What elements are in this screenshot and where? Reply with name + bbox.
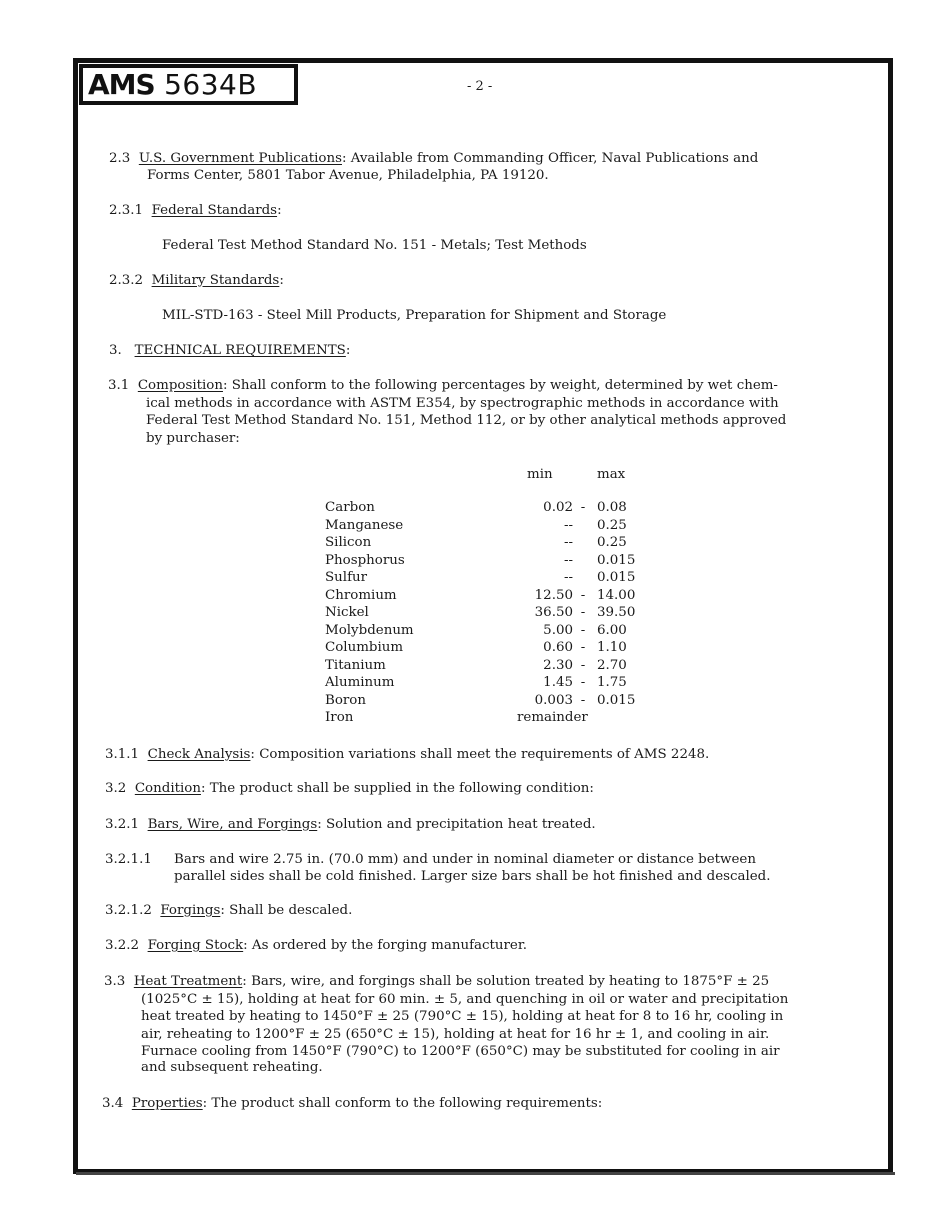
section-3-3-line5: Furnace cooling from 1450°F (790°C) to 1200°F (650°C) may be substituted for cooling in air xyxy=(141,1044,780,1059)
section-title: Bars, Wire, and Forgings xyxy=(147,817,318,832)
min-value: 2.30 xyxy=(543,657,573,673)
section-number: 3.3 xyxy=(104,974,126,989)
element-name: Silicon xyxy=(325,535,372,550)
section-3-2-1-2 xyxy=(105,902,352,919)
spec-prefix: AMS xyxy=(88,68,155,101)
max-value: 0.25 xyxy=(597,535,627,550)
section-number: 3.2.1.2 xyxy=(105,903,152,918)
section-number: 3.2 xyxy=(105,781,127,796)
element-name: Phosphorus xyxy=(325,552,405,568)
section-text: : Shall be descaled. xyxy=(220,903,353,918)
min-value: 0.003 xyxy=(534,692,573,708)
element-name: Manganese xyxy=(325,517,404,533)
section-number: 3.2.2 xyxy=(105,938,140,953)
max-value: 0.015 xyxy=(597,692,636,708)
element-name: Columbium xyxy=(325,640,404,655)
section-title: Forgings xyxy=(160,903,221,918)
element-name: Aluminum xyxy=(325,675,395,690)
remainder-value: remainder xyxy=(517,710,588,725)
section-3-1-line4: by purchaser: xyxy=(146,431,240,446)
section-3-2-2 xyxy=(105,937,527,954)
section-title: Military Standards xyxy=(151,273,280,288)
range-dash: - xyxy=(580,675,586,690)
min-value: -- xyxy=(563,535,573,550)
section-title: Federal Standards xyxy=(151,203,278,218)
section-3-2-1-1-number: 3.2.1.1 xyxy=(105,852,152,867)
section-number: 2.3.2 xyxy=(109,273,144,288)
section-3-4 xyxy=(102,1095,602,1112)
min-value: 36.50 xyxy=(534,605,573,620)
section-text: : Shall conform to the following percentages by weight, determined by wet chem- xyxy=(222,378,778,393)
min-value: 0.02 xyxy=(543,500,573,515)
section-text: : Composition variations shall meet the requirements of AMS 2248. xyxy=(250,747,710,762)
composition-table xyxy=(325,466,685,736)
section-title: U.S. Government Publications xyxy=(138,151,342,166)
section-number: 3. xyxy=(109,343,122,358)
element-name: Molybdenum xyxy=(325,622,414,638)
section-number: 3.2.1 xyxy=(105,817,140,832)
section-3-heading: 3. TECHNICAL REQUIREMENTS: xyxy=(109,343,351,358)
section-2-3-2-heading: 2.3.2 Military Standards: xyxy=(109,273,284,288)
min-value: -- xyxy=(563,570,573,585)
max-value: 0.015 xyxy=(597,570,636,585)
section-text: : The product shall conform to the following requirements: xyxy=(202,1096,603,1111)
element-name: Chromium xyxy=(325,587,397,603)
max-value: 1.10 xyxy=(597,640,627,655)
frame-shadow xyxy=(76,1172,895,1175)
section-2-3-1-heading: 2.3.1 Federal Standards: xyxy=(109,203,282,218)
element-name: Titanium xyxy=(325,657,386,673)
max-value: 0.25 xyxy=(597,517,627,533)
spec-number: 5634B xyxy=(164,68,258,101)
section-3-1-1 xyxy=(105,746,709,763)
range-dash: - xyxy=(580,500,586,515)
min-value: 5.00 xyxy=(543,622,573,638)
section-3-1-line2: ical methods in accordance with ASTM E354, by spectrographic methods in accordance with xyxy=(146,396,779,411)
element-name: Nickel xyxy=(325,605,369,620)
section-number: 3.4 xyxy=(102,1096,124,1111)
section-title: TECHNICAL REQUIREMENTS xyxy=(134,343,346,358)
section-2-3-2-body: MIL-STD-163 - Steel Mill Products, Preparation for Shipment and Storage xyxy=(162,308,667,323)
range-dash: - xyxy=(580,605,586,620)
max-value: 39.50 xyxy=(597,605,636,620)
min-value: -- xyxy=(563,517,573,533)
min-value: 12.50 xyxy=(534,587,573,603)
section-number: 3.1 xyxy=(108,378,130,393)
section-2-3-line2: Forms Center, 5801 Tabor Avenue, Philadelphia, PA 19120. xyxy=(147,168,549,183)
section-number: 2.3.1 xyxy=(109,203,144,218)
section-text: : Available from Commanding Officer, Naval Publications and xyxy=(341,151,759,166)
range-dash: - xyxy=(580,622,586,638)
section-title: Properties xyxy=(131,1096,203,1111)
max-value: 1.75 xyxy=(597,675,627,690)
section-number: 2.3 xyxy=(109,151,131,166)
section-3-2 xyxy=(105,780,594,797)
section-3-2-1-1-line1: Bars and wire 2.75 in. (70.0 mm) and under in nominal diameter or distance between xyxy=(174,852,756,867)
section-3-3-line3: heat treated by heating to 1450°F ± 25 (790°C ± 15), holding at heat for 8 to 16 hr, cooling in xyxy=(141,1009,784,1024)
section-text: : As ordered by the forging manufacturer. xyxy=(243,938,528,953)
spec-id-box xyxy=(79,64,298,105)
min-value: 1.45 xyxy=(543,675,573,690)
section-3-3-line4: air, reheating to 1200°F ± 25 (650°C ± 15), holding at heat for 16 hr ± 1, and cooling in air. xyxy=(141,1027,770,1042)
max-value: 2.70 xyxy=(597,657,627,673)
range-dash: - xyxy=(580,692,586,708)
page-number: - 2 - xyxy=(467,79,493,94)
column-header-max: max xyxy=(597,467,626,482)
section-title: Composition xyxy=(137,378,223,393)
column-header-min: min xyxy=(527,467,553,482)
section-text: : Solution and precipitation heat treated. xyxy=(317,817,596,832)
min-value: 0.60 xyxy=(543,640,573,655)
section-3-3-line1 xyxy=(104,973,769,990)
section-3-1-line3: Federal Test Method Standard No. 151, Method 112, or by other analytical methods approved xyxy=(146,413,787,428)
section-3-2-1 xyxy=(105,816,596,833)
section-3-3-line2: (1025°C ± 15), holding at heat for 60 min. ± 5, and quenching in oil or water and precipitation xyxy=(141,992,789,1007)
max-value: 0.015 xyxy=(597,552,636,568)
max-value: 14.00 xyxy=(597,587,636,603)
section-3-2-1-1-line2: parallel sides shall be cold finished. Larger size bars shall be hot finished and descaled. xyxy=(174,869,771,884)
section-title: Condition xyxy=(134,781,201,796)
min-value: -- xyxy=(563,552,573,568)
max-value: 0.08 xyxy=(597,500,627,515)
section-text: : Bars, wire, and forgings shall be solution treated by heating to 1875°F ± 25 xyxy=(242,974,770,989)
section-2-3-line1 xyxy=(109,150,758,167)
section-2-3-1-body: Federal Test Method Standard No. 151 - Metals; Test Methods xyxy=(162,238,587,253)
element-name: Boron xyxy=(325,692,366,708)
section-title: Heat Treatment xyxy=(133,974,243,989)
max-value: 6.00 xyxy=(597,622,627,638)
section-number: 3.1.1 xyxy=(105,747,140,762)
element-name: Carbon xyxy=(325,500,375,515)
range-dash: - xyxy=(580,640,586,655)
section-3-1-line1 xyxy=(108,377,778,394)
section-title: Forging Stock xyxy=(147,938,244,953)
range-dash: - xyxy=(580,657,586,673)
element-name: Iron xyxy=(325,710,354,725)
section-3-3-line6: and subsequent reheating. xyxy=(141,1060,323,1075)
range-dash: - xyxy=(580,587,586,603)
element-name: Sulfur xyxy=(325,570,368,585)
section-title: Check Analysis xyxy=(147,747,251,762)
section-text: : The product shall be supplied in the following condition: xyxy=(200,781,594,796)
